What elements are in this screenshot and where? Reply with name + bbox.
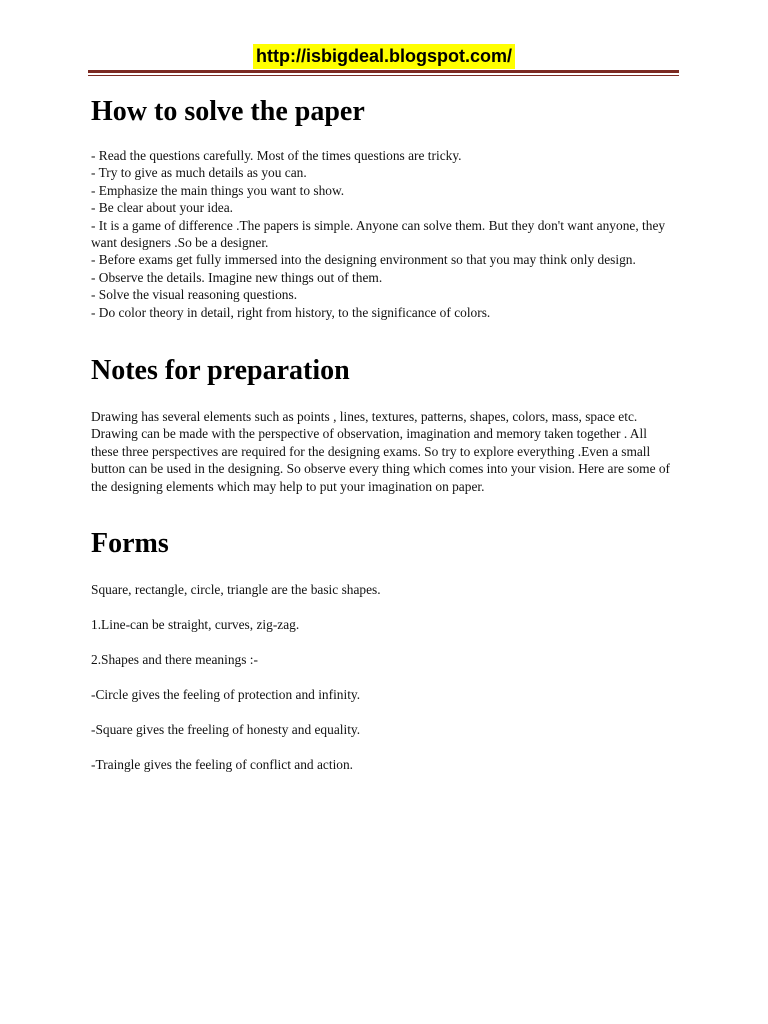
- section-title-solve-paper: How to solve the paper: [91, 96, 365, 127]
- forms-paragraph: -Circle gives the feeling of protection and infinity.: [91, 687, 361, 703]
- forms-paragraph: Square, rectangle, circle, triangle are the basic shapes.: [91, 582, 381, 598]
- notes-paragraph: Drawing has several elements such as points , lines, textures, patterns, shapes, colors, mass, space etc. Drawing can be made with the perspective of observation, imagination and memory taken together . All these three perspectives are required for the designing exams. So try to explore everything .Even a small button can be used in the designing. So observe every thing which comes into your vision. Here are some of the designing elements which may help to put your imagination on paper.: [91, 409, 671, 494]
- forms-paragraph: 1.Line-can be straight, curves, zig-zag.: [91, 617, 300, 633]
- header-divider: [88, 70, 679, 76]
- forms-paragraph: -Square gives the freeling of honesty and equality.: [91, 722, 361, 738]
- forms-list: [91, 581, 675, 773]
- section-title-notes-preparation: Notes for preparation: [91, 355, 350, 387]
- tip-line: - Read the questions carefully. Most of the times questions are tricky.: [91, 148, 462, 163]
- document-body: [91, 92, 675, 791]
- tip-line: - Be clear about your idea.: [91, 200, 234, 216]
- tip-line: - Observe the details. Imagine new things out of them.: [91, 269, 383, 285]
- blog-url-link[interactable]: http://isbigdeal.blogspot.com/: [253, 44, 515, 69]
- header: [0, 44, 768, 69]
- section-title-forms: Forms: [91, 528, 169, 560]
- tip-line: - Solve the visual reasoning questions.: [91, 287, 298, 303]
- tip-line: - Before exams get fully immersed into the designing environment so that you may think only design.: [91, 252, 636, 268]
- tip-line: - It is a game of difference .The papers is simple. Anyone can solve them. But they don't want anyone, they want designers .So be a designer.: [91, 217, 666, 251]
- tip-line: - Emphasize the main things you want to show.: [91, 182, 345, 198]
- tip-line: - Try to give as much details as you can.: [91, 165, 307, 181]
- forms-paragraph: -Traingle gives the feeling of conflict and action.: [91, 757, 354, 773]
- forms-paragraph: 2.Shapes and there meanings :-: [91, 652, 258, 668]
- tip-line: - Do color theory in detail, right from history, to the significance of colors.: [91, 304, 491, 320]
- tips-list: [91, 147, 675, 321]
